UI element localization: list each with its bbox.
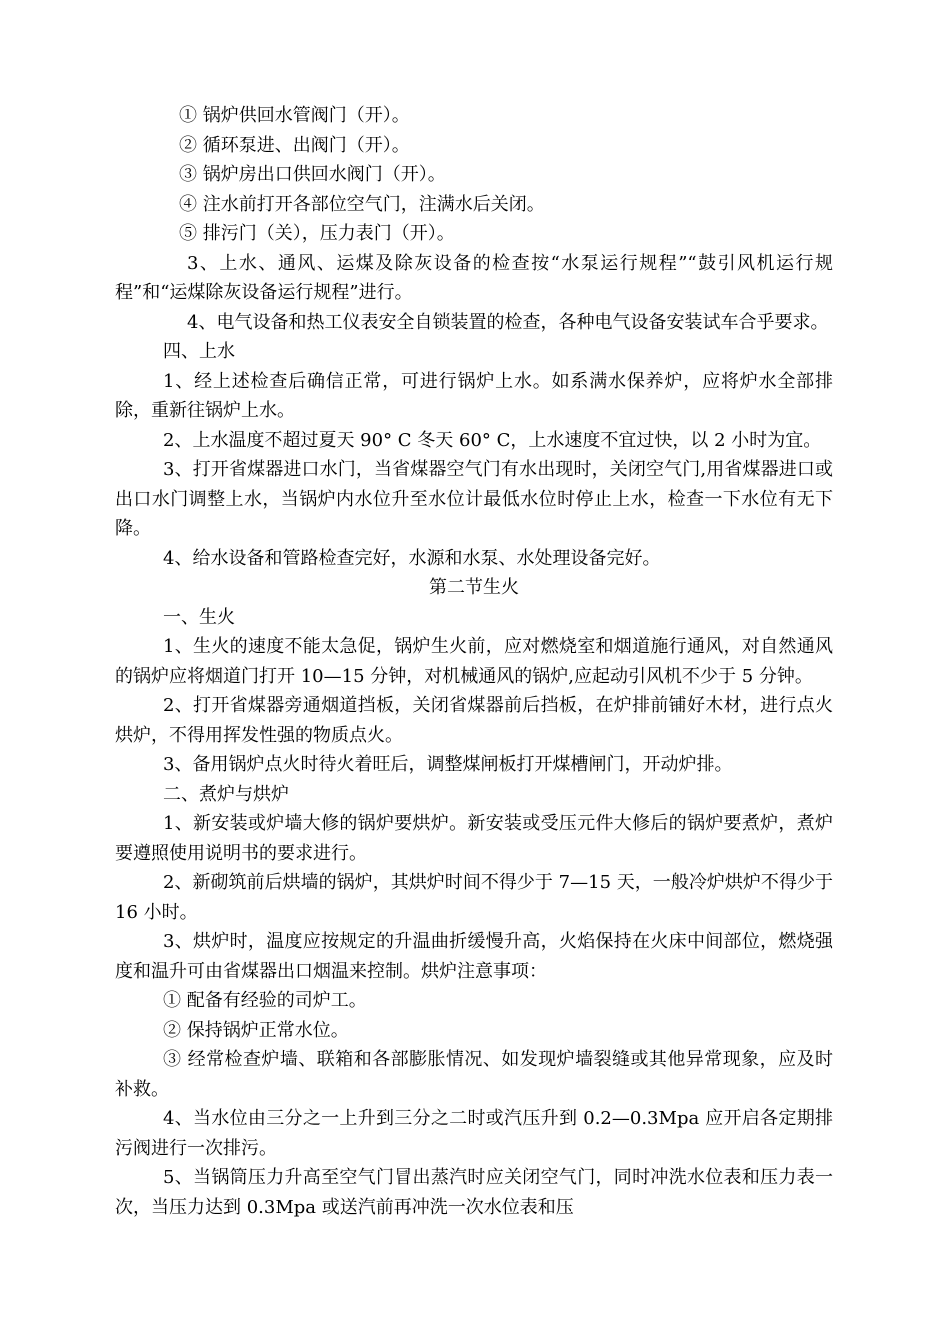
- heading-fire: 一、生火: [163, 606, 235, 628]
- paragraph-boil-4: 4、当水位由三分之一上升到三分之二时或汽压升到 0.2—0.3Mpa 应开启各定期排污阀进行一次排污。: [115, 1108, 833, 1159]
- paragraph-water-3: 3、打开省煤器进口水门，当省煤器空气门有水出现时，关闭空气门,用省煤器进口或出口水门调整上水，当锅炉内水位升至水位计最低水位时停止上水，检查一下水位有无下降。: [115, 459, 833, 539]
- paragraph-note-1: ① 配备有经验的司炉工。: [163, 990, 367, 1011]
- paragraph-valve-3: ③ 锅炉房出口供回水阀门（开）。: [179, 164, 446, 185]
- document-body: [115, 101, 833, 1222]
- paragraph-water-2: 2、上水温度不超过夏天 90° C 冬天 60° C，上水速度不宜过快，以 2 小时为宜。: [163, 429, 822, 451]
- paragraph-check-4: 4、电气设备和热工仪表安全自锁装置的检查，各种电气设备安装试车合乎要求。: [187, 311, 829, 333]
- paragraph-water-4: 4、给水设备和管路检查完好，水源和水泵、水处理设备完好。: [163, 547, 661, 569]
- paragraph-fire-1: 1、生火的速度不能太急促，锅炉生火前，应对燃烧室和烟道施行通风，对自然通风的锅炉应将烟道门打开 10—15 分钟，对机械通风的锅炉,应起动引风机不少于 5 分钟。: [115, 636, 833, 687]
- paragraph-check-3: 3、上水、通风、运煤及除灰设备的检查按“水泵运行规程”“鼓引风机运行规程”和“运煤除灰设备运行规程”进行。: [115, 252, 833, 303]
- paragraph-valve-2: ② 循环泵进、出阀门（开）。: [179, 134, 410, 156]
- paragraph-fire-3: 3、备用锅炉点火时待火着旺后，调整煤闸板打开煤槽闸门，开动炉排。: [163, 754, 733, 775]
- section-title: 第二节生火: [429, 577, 519, 598]
- paragraph-boil-2: 2、新砌筑前后烘墙的锅炉，其烘炉时间不得少于 7—15 天，一般冷炉烘炉不得少于 16 小时。: [115, 872, 833, 923]
- paragraph-boil-1: 1、新安装或炉墙大修的锅炉要烘炉。新安装或受压元件大修后的锅炉要煮炉，煮炉要遵照使用说明书的要求进行。: [115, 813, 833, 864]
- paragraph-boil-5: 5、当锅筒压力升高至空气门冒出蒸汽时应关闭空气门，同时冲洗水位表和压力表一次，当压力达到 0.3Mpa 或送汽前再冲洗一次水位表和压: [115, 1167, 833, 1218]
- heading-water-supply: 四、上水: [163, 341, 235, 362]
- paragraph-valve-5: ⑤ 排污门（关），压力表门（开）。: [179, 223, 455, 244]
- paragraph-valve-4: ④ 注水前打开各部位空气门，注满水后关闭。: [179, 193, 545, 215]
- paragraph-valve-1: ① 锅炉供回水管阀门（开）。: [179, 105, 410, 126]
- paragraph-boil-3: 3、烘炉时，温度应按规定的升温曲折缓慢升高，火焰保持在火床中间部位，燃烧强度和温升可由省煤器出口烟温来控制。烘炉注意事项：: [115, 931, 833, 982]
- paragraph-water-1: 1、经上述检查后确信正常，可进行锅炉上水。如系满水保养炉，应将炉水全部排除，重新往锅炉上水。: [115, 370, 833, 421]
- paragraph-note-3: ③ 经常检查炉墙、联箱和各部膨胀情况、如发现炉墙裂缝或其他异常现象，应及时补救。: [115, 1049, 833, 1100]
- heading-boil-bake: 二、煮炉与烘炉: [163, 783, 289, 805]
- paragraph-fire-2: 2、打开省煤器旁通烟道挡板，关闭省煤器前后挡板，在炉排前铺好木材，进行点火烘炉，不得用挥发性强的物质点火。: [115, 695, 833, 746]
- paragraph-note-2: ② 保持锅炉正常水位。: [163, 1019, 349, 1041]
